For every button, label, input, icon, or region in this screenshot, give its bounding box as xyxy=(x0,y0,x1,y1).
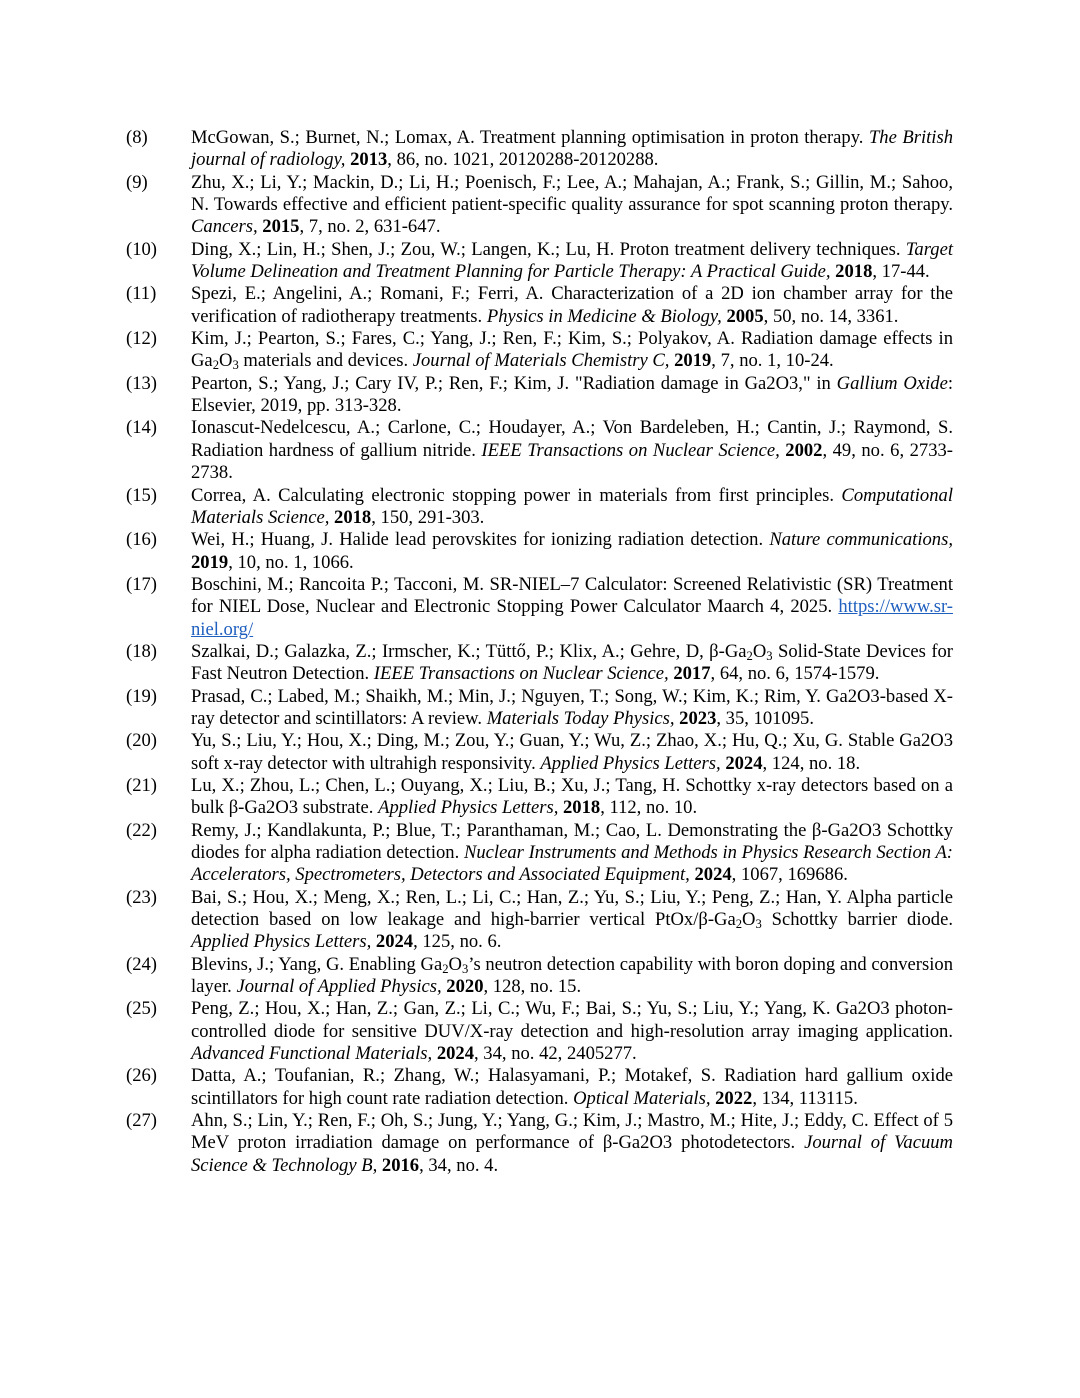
reference-text xyxy=(191,641,953,686)
journal-name: Nature communications, xyxy=(769,529,953,551)
journal-name: Optical Materials, xyxy=(573,1087,711,1109)
reference-run: O xyxy=(752,640,767,662)
reference-run: Zhu, X.; Li, Y.; Mackin, D.; Li, H.; Poenisch, F.; Lee, A.; Mahajan, A.; Frank, S.; Gillin, M.; Sahoo, N. Towards effective and efficient patient-specific quality assurance for spot scanning proton therapy. xyxy=(191,171,953,216)
publication-year: 2017 xyxy=(673,663,711,685)
reference-number: (12) xyxy=(126,328,157,350)
reference-text xyxy=(191,820,953,887)
reference-run: Solid-State Devices for Fast Neutron Detection. xyxy=(191,640,953,685)
reference-number: (15) xyxy=(126,484,157,506)
journal-name: Cancers, xyxy=(191,216,258,238)
publication-year: 2023 xyxy=(679,707,717,729)
reference-item xyxy=(126,529,953,574)
reference-text xyxy=(191,887,953,954)
reference-run: materials and devices. xyxy=(238,350,413,372)
journal-name: Advanced Functional Materials, xyxy=(191,1043,433,1065)
reference-run: , 134, 113115. xyxy=(752,1087,858,1109)
reference-item xyxy=(126,1065,953,1110)
publication-year: 2002 xyxy=(785,439,823,461)
reference-run: Bai, S.; Hou, X.; Meng, X.; Ren, L.; Li, C.; Han, Z.; Yu, S.; Liu, Y.; Peng, Z.; Han, Y. Alpha particle detection based on low leakage and high-barrier vertical PtOx/β-Ga xyxy=(191,886,953,931)
reference-text xyxy=(191,730,953,775)
reference-run: O xyxy=(742,909,756,931)
reference-run: , 1067, 169686. xyxy=(731,864,848,886)
reference-run: , 64, no. 6, 1574-1579. xyxy=(710,663,880,685)
reference-number: (20) xyxy=(126,730,157,752)
reference-text xyxy=(191,686,953,731)
subscript: 2 xyxy=(746,649,753,664)
reference-run: Ahn, S.; Lin, Y.; Ren, F.; Oh, S.; Jung, Y.; Yang, G.; Kim, J.; Mastro, M.; Hite, J.; Eddy, C. Effect of 5 MeV proton irradiation damage on performance of β-Ga2O3 photodetectors. xyxy=(191,1110,953,1154)
journal-name: IEEE Transactions on Nuclear Science, xyxy=(373,663,669,685)
reference-run: Spezi, E.; Angelini, A.; Romani, F.; Ferri, A. Characterization of a 2D ion chamber array for the verification of radiotherapy treatments. xyxy=(191,283,953,327)
reference-run: , 35, 101095. xyxy=(716,707,814,729)
reference-run: Wei, H.; Huang, J. Halide lead perovskites for ionizing radiation detection. xyxy=(191,529,770,551)
reference-number: (26) xyxy=(126,1065,157,1087)
reference-run: , 128, no. 15. xyxy=(483,976,582,998)
reference-item xyxy=(126,775,953,820)
reference-number: (17) xyxy=(126,573,157,595)
reference-run: O xyxy=(448,953,462,975)
reference-number: (21) xyxy=(126,774,157,796)
journal-name: IEEE Transactions on Nuclear Science, xyxy=(481,439,780,461)
journal-name: Materials Today Physics, xyxy=(486,707,675,729)
subscript: 2 xyxy=(212,358,219,373)
reference-text xyxy=(191,529,953,574)
reference-text xyxy=(191,127,953,172)
reference-text xyxy=(191,775,953,820)
publication-year: 2018 xyxy=(334,506,372,528)
reference-item xyxy=(126,954,953,999)
publication-year: 2024 xyxy=(725,752,763,774)
subscript: 3 xyxy=(461,961,469,976)
reference-item xyxy=(126,686,953,731)
reference-text xyxy=(191,373,953,418)
reference-run: Remy, J.; Kandlakunta, P.; Blue, T.; Paranthaman, M.; Cao, L. Demonstrating the β-Ga2O3 Schottky diodes for alpha radiation detection. xyxy=(191,819,953,863)
reference-link[interactable]: https://www.sr-niel.org/ xyxy=(191,596,953,640)
reference-run: Prasad, C.; Labed, M.; Shaikh, M.; Min, J.; Nguyen, T.; Song, W.; Kim, K.; Rim, Y. Ga2O3-based X-ray detector and scintillators: A review. xyxy=(191,685,953,729)
reference-text xyxy=(191,283,953,328)
reference-run: McGowan, S.; Burnet, N.; Lomax, A. Treatment planning optimisation in proton therapy. xyxy=(191,127,869,148)
reference-run: Peng, Z.; Hou, X.; Han, Z.; Gan, Z.; Li, C.; Wu, F.; Bai, S.; Yu, S.; Liu, Y.; Yang, K. Ga2O3 photon-controlled diode for sensitive DUV/X-ray detection and high-resolution array imaging application. xyxy=(191,998,953,1042)
reference-run: O xyxy=(219,350,233,372)
reference-run: Schottky barrier diode. xyxy=(761,909,953,931)
publication-year: 2015 xyxy=(262,216,300,238)
reference-run: Ding, X.; Lin, H.; Shen, J.; Zou, W.; Langen, K.; Lu, H. Proton treatment delivery techniques. xyxy=(191,238,906,260)
reference-text xyxy=(191,1110,953,1177)
reference-number: (9) xyxy=(126,171,148,193)
reference-run: , 125, no. 6. xyxy=(413,931,502,953)
reference-list xyxy=(126,127,953,1177)
publication-year: 2024 xyxy=(436,1043,474,1065)
reference-run: Blevins, J.; Yang, G. Enabling Ga xyxy=(191,953,443,975)
reference-item xyxy=(126,127,953,172)
reference-item xyxy=(126,998,953,1065)
reference-run: Datta, A.; Toufanian, R.; Zhang, W.; Halasyamani, P.; Motakef, S. Radiation hard gallium oxide scintillators for high count rate radiation detection. xyxy=(191,1065,953,1109)
subscript: 3 xyxy=(766,649,773,664)
reference-item xyxy=(126,417,953,484)
subscript: 3 xyxy=(232,358,239,373)
journal-name: Nuclear Instruments and Methods in Physics Research Section A: Accelerators, Spectrometers, Detectors and Associated Equipment, xyxy=(191,842,953,886)
reference-number: (22) xyxy=(126,819,157,841)
publication-year: 2020 xyxy=(446,976,484,998)
journal-name: Applied Physics Letters, xyxy=(191,931,372,953)
reference-run: Ionascut-Nedelcescu, A.; Carlone, C.; Houdayer, A.; Von Bardeleben, H.; Cantin, J.; Raymond, S. Radiation hardness of gallium nitride. xyxy=(191,417,953,461)
reference-text xyxy=(191,1065,953,1110)
journal-name: Gallium Oxide xyxy=(836,372,948,394)
reference-run: , 34, no. 4. xyxy=(419,1154,499,1176)
reference-run: , 50, no. 14, 3361. xyxy=(763,305,899,327)
reference-run: , 17-44. xyxy=(872,261,930,283)
reference-item xyxy=(126,239,953,284)
reference-run: Lu, X.; Zhou, L.; Chen, L.; Ouyang, X.; Liu, B.; Xu, J.; Tang, H. Schottky x-ray detectors based on a bulk β-Ga2O3 substrate. xyxy=(191,774,953,819)
journal-name: Journal of Applied Physics, xyxy=(236,976,442,998)
reference-run: : Elsevier, 2019, pp. 313-328. xyxy=(191,372,953,417)
reference-item xyxy=(126,1110,953,1177)
publication-year: 2016 xyxy=(381,1154,420,1176)
reference-run: , 150, 291-303. xyxy=(371,506,485,528)
reference-number: (13) xyxy=(126,372,157,394)
reference-number: (18) xyxy=(126,640,157,662)
reference-text xyxy=(191,954,953,999)
reference-run: Boschini, M.; Rancoita P.; Tacconi, M. SR-NIEL–7 Calculator: Screened Relativistic (SR) Treatment for NIEL Dose, Nuclear and Electronic Stopping Power Calculator Maarch 4, 2025. xyxy=(191,573,953,618)
reference-text xyxy=(191,172,953,239)
publication-year: 2019 xyxy=(191,551,229,573)
reference-item xyxy=(126,373,953,418)
reference-item xyxy=(126,485,953,530)
reference-item xyxy=(126,887,953,954)
reference-run: Kim, J.; Pearton, S.; Fares, C.; Yang, J.; Ren, F.; Kim, S.; Polyakov, A. Radiation damage effects in Ga xyxy=(191,328,953,372)
reference-number: (14) xyxy=(126,417,157,439)
reference-number: (23) xyxy=(126,886,157,908)
reference-run: Yu, S.; Liu, Y.; Hou, X.; Ding, M.; Zou, Y.; Guan, Y.; Wu, Z.; Zhao, X.; Hu, Q.; Xu, G. Stable Ga2O3 soft x-ray detector with ultrahigh responsivity. xyxy=(191,730,953,774)
publication-year: 2019 xyxy=(674,350,712,372)
reference-item xyxy=(126,641,953,686)
reference-run: , 7, no. 2, 631-647. xyxy=(299,216,441,238)
publication-year: 2018 xyxy=(563,797,601,819)
journal-name: Target Volume Delineation and Treatment Planning for Particle Therapy: A Practical Guide, xyxy=(191,238,953,283)
reference-item xyxy=(126,820,953,887)
reference-text xyxy=(191,485,953,530)
reference-item xyxy=(126,283,953,328)
reference-text xyxy=(191,574,953,641)
reference-run: , 10, no. 1, 1066. xyxy=(228,551,354,573)
reference-item xyxy=(126,730,953,775)
publication-year: 2005 xyxy=(726,305,764,327)
reference-text xyxy=(191,998,953,1065)
reference-number: (8) xyxy=(126,127,148,148)
reference-run: , 7, no. 1, 10-24. xyxy=(711,350,834,372)
reference-item xyxy=(126,172,953,239)
reference-number: (10) xyxy=(126,238,157,260)
journal-name: Journal of Materials Chemistry C, xyxy=(412,350,670,372)
subscript: 3 xyxy=(755,917,762,932)
reference-run: Szalkai, D.; Galazka, Z.; Irmscher, K.; Tüttő, P.; Klix, A.; Gehre, D, β-Ga xyxy=(191,640,747,662)
subscript: 2 xyxy=(442,961,449,976)
journal-name: Applied Physics Letters, xyxy=(378,797,559,819)
reference-number: (25) xyxy=(126,998,157,1020)
reference-run: ’s neutron detection capability with boron doping and conversion layer. xyxy=(191,953,953,998)
reference-number: (27) xyxy=(126,1110,157,1132)
reference-text xyxy=(191,417,953,484)
reference-number: (24) xyxy=(126,953,157,975)
journal-name: The British journal of radiology, xyxy=(191,127,953,171)
reference-run: Correa, A. Calculating electronic stopping power in materials from first principles. xyxy=(191,484,842,506)
reference-text xyxy=(191,239,953,284)
reference-run: , 49, no. 6, 2733-2738. xyxy=(191,439,953,484)
journal-name: Physics in Medicine & Biology, xyxy=(486,305,722,327)
journal-name: Computational Materials Science, xyxy=(191,484,953,528)
reference-text xyxy=(191,328,953,373)
publication-year: 2024 xyxy=(375,931,414,953)
reference-number: (16) xyxy=(126,529,157,551)
journal-name: Applied Physics Letters, xyxy=(540,752,721,774)
reference-run: , 34, no. 42, 2405277. xyxy=(474,1043,637,1065)
reference-run: , 112, no. 10. xyxy=(600,797,698,819)
publication-year: 2013 xyxy=(350,149,388,171)
publication-year: 2024 xyxy=(694,864,732,886)
reference-run: Pearton, S.; Yang, J.; Cary IV, P.; Ren, F.; Kim, J. "Radiation damage in Ga2O3," in xyxy=(191,372,837,394)
reference-number: (11) xyxy=(126,283,157,305)
publication-year: 2022 xyxy=(715,1087,753,1109)
publication-year: 2018 xyxy=(835,261,873,283)
journal-name: Journal of Vacuum Science & Technology B, xyxy=(191,1132,953,1176)
reference-run: , 124, no. 18. xyxy=(762,752,861,774)
reference-item xyxy=(126,328,953,373)
reference-number: (19) xyxy=(126,685,157,707)
reference-item xyxy=(126,574,953,641)
reference-run: , 86, no. 1021, 20120288-20120288. xyxy=(387,149,659,171)
subscript: 2 xyxy=(735,917,743,932)
